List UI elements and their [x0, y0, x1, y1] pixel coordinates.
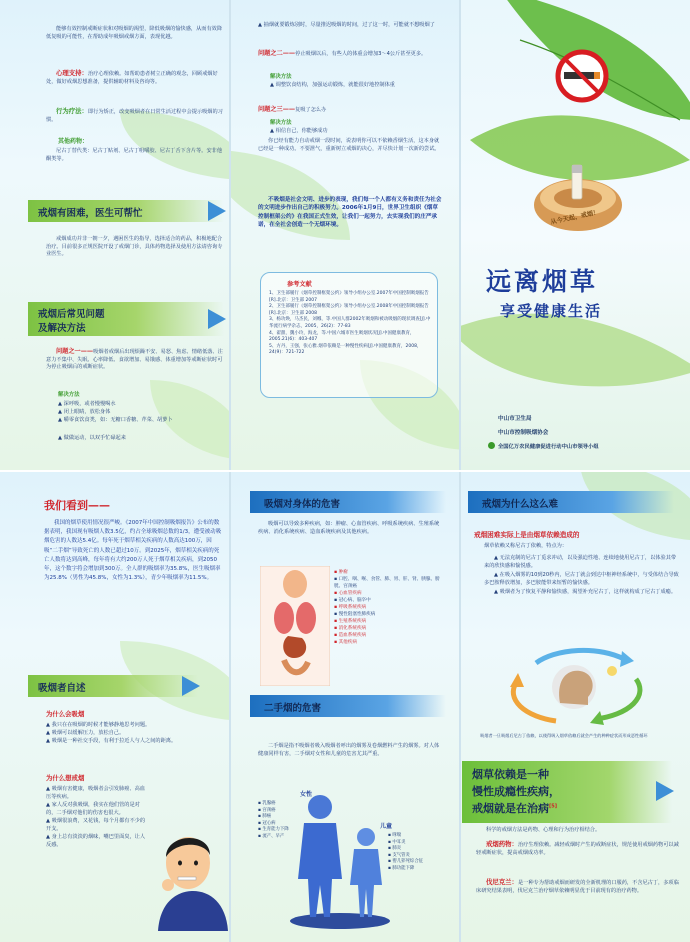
why-quit-list: [46, 785, 146, 849]
list-item: ▲ 做做运动，以双手忙碌起来: [58, 435, 126, 441]
quit-drugs: 戒烟药物：治疗生理依赖。减轻戒烟时产生的戒断症状，规范使用戒烟药物可以减轻戒断症状，提高戒烟成功率。: [476, 840, 679, 856]
disease-list: [334, 569, 446, 646]
problem-one: 问题之一——吸烟者戒烟后出现烦躁不安、易怒、焦虑、情绪低落、注意力不集中、失眠、心率降低、食欲增加、易饿感、体重增加等戒断症状时可为停止吸烟后的戒断症状。: [46, 348, 223, 371]
list-item: ▪ 乳腺癌: [258, 801, 276, 806]
list-item: ▲ 吸烟有害健康，吸烟者会引发肺癌、高血压等疾病。: [46, 786, 146, 800]
list-item: ▲ 吸烟者为了恢复平静和愉快感，渴望补充尼古丁，这样就构成了尼古丁成瘾。: [494, 589, 677, 596]
list-item: ▪ 支气管炎: [388, 852, 410, 858]
quit-today-sign: 从今天起，戒烟！: [550, 208, 600, 227]
cover-subtitle: 享受健康生活: [500, 302, 603, 320]
no-smoking-sign: [558, 52, 606, 100]
list-item: ▲ 深呼吸，或者慢慢喝水: [58, 401, 116, 407]
body-harm-text: 吸烟可以导致多种疾病，如：肿瘤、心血管疾病、呼吸系统疾病、生殖系统疾病、消化系统疾病、造血系统疾病及其他疾病。: [258, 521, 440, 535]
list-item: ▪ 肿瘤: [334, 570, 348, 575]
list-item: ▲ 吸烟可以缓解压力，放松自己。: [46, 730, 125, 736]
intro-text: 能够有效控制戒断症状和对吸烟的渴望，降低吸烟的愉快感，从而有效降低复吸的可能性，在帮助成年吸烟戒烟方面，表现优越。: [46, 26, 223, 40]
we-see-heading: 我们看到——: [44, 499, 110, 512]
banner-dependence-disease: 烟草依赖是一种 慢性成瘾性疾病， 戒烟就是在治病[5]: [462, 761, 672, 823]
list-item: ▲ 嚼零食饮食类，如：无糖口香糖、芹菜、胡萝卜: [58, 417, 173, 423]
solution-heading: 解决方法: [58, 392, 80, 398]
list-item: 3、杨功焕，马杰民，刘娜，等.中国人群2002年吸烟和被动吸烟的现状调查[J].中华流行病学杂志，2005，26(2)：77-83: [269, 317, 431, 329]
list-item: ▲ 吸烟是一种社交手段，有利于拉近人与人之间的距离。: [46, 738, 177, 744]
smoker-cartoon: [148, 821, 228, 931]
list-item: ▪ 消化系统疾病: [334, 626, 367, 631]
list-item: ▪ 慢性阻塞性肺疾病: [334, 612, 376, 617]
list-item: ▲ 在吸入烟雾的10到20秒内，尼古丁就会到达中枢神经系统中，与受体结合导致多巴胺释放增加，多巴胺能带来短暂的愉快感。: [484, 572, 679, 586]
banner-doctor-help: 戒烟有困难，医生可帮忙: [28, 200, 224, 222]
panel-cover: [460, 0, 690, 471]
women-harm-list: [258, 801, 318, 841]
list-item: ▲ 身上总有淡淡的烟味，嘴巴里面臭，让人反感。: [46, 834, 146, 848]
list-item: ▪ 生育能力下降: [258, 827, 289, 833]
list-item: ▪ 冠心病: [258, 820, 276, 826]
panel-top-middle: [230, 0, 460, 471]
list-item: ▲ 我只在在吸烟的时候才能够静地思考问题。: [46, 722, 151, 728]
doctor-help-text: 戒烟成功并非一朝一夕，遇困医生的指导，选择适合的药品，积极地配合治疗。目前很多正规医院开设了戒烟门诊，具体药物选择及使用方法请咨询专业医生。: [46, 236, 223, 258]
arrow-right-icon: [208, 201, 226, 221]
banner-body-harm: 吸烟对身体的危害: [250, 491, 446, 513]
list-item: ▪ 心血管疾病: [334, 591, 362, 596]
panel-bottom-middle: [230, 471, 460, 942]
secondhand-text: 二手烟是指不吸烟者吸入吸烟者呼出的烟雾及卷烟燃料产生的烟雾。对人体健康同样有害，二手烟对女性和儿童的危害尤其严重。: [258, 743, 440, 757]
scientific-method: 科学的戒烟方法是药物、心理和行为治疗相结合。: [486, 827, 601, 833]
civilization-statement: 不吸烟是社会文明、进步的表现，我们每一个人都有义务和责任为社会的文明进步作出自己的积极努力。2006年1月9日，世界卫生组织《烟草控制框架公约》在我国正式生效，让我们一起努力，去实现我们的庄严承诺，在全社会创造一个无烟环境。: [258, 197, 442, 229]
references-title: 参考文献: [287, 281, 312, 288]
postpone-tip: ▲ 抽烟就要锻炼别时，尽量推迟吸烟的时间，过了这一时，可能就不想吸烟了: [258, 22, 435, 28]
list-item: ▪ 冠心病、脑卒中: [334, 598, 371, 603]
other-drugs-text: 尼古丁替代类：尼古丁贴剂、尼古丁咀嚼胶、尼古丁舌下含片等。安非他酮类等。: [46, 148, 223, 162]
problem-two: 问题之二——停止吸烟以后，有些人的体重会增加3～4公斤甚至更多。: [258, 50, 427, 57]
list-item: 5、方丹，王强，张心雅.烟草依赖是一种慢性疾病[J].中国健康教育，2008，24(9)：721-722: [269, 343, 422, 356]
why-smoke-heading: 为什么会吸烟: [46, 710, 85, 718]
list-item: ▪ 肺癌: [258, 814, 272, 820]
list-item: ▪ 肺功能下降: [388, 865, 415, 871]
list-item: ▪ 呼吸系统疾病: [334, 605, 367, 610]
org-logo-icon: [488, 442, 495, 449]
women-label: 女性: [300, 791, 313, 798]
list-item: ▪ 生殖系统疾病: [334, 619, 367, 624]
list-item: ▪ 其他疾病: [334, 640, 357, 645]
list-item: ▪ 哮喘: [388, 833, 402, 838]
behavior-therapy: 行为疗法：即行为矫正，改变吸烟者在日常生活过程中会提示吸烟的习惯。: [46, 107, 223, 123]
list-item: ▪ 流产、早产: [258, 833, 285, 839]
why-smoke-list: [46, 721, 224, 745]
arrow-right-icon: [182, 676, 200, 696]
statistics-text: 我国的烟草使用情况很严峻。《2007年中国控制吸烟报告》公布的数据表明，我国现有吸烟人数3.5亿，约占全球吸烟总数的1/3，遭受被动吸烟危害的人数达5.4亿。每年死于烟草相关疾病的人数高达100万，因吸“二手烟”导致死亡的人数已超过10万。到2025年，烟草相关疾病的死亡人数将达到高峰，每年将有大约200万人死于烟草相关疾病，到2050年，这个数字将会增加到300万。全人群的吸烟率为35.8%，医生吸烟率为25.8%（男性为45.8%，女性为1.3%），青少年吸烟率为11.5%。: [44, 520, 222, 582]
panel-top-left: [0, 0, 230, 471]
cover-title: 远离烟草: [486, 267, 599, 296]
psych-heading: 心理支持：: [56, 69, 88, 77]
arrow-right-icon: [208, 309, 226, 329]
solution-three-a: ▲ 相信自己，你能够成功: [270, 128, 328, 134]
why-quit-heading: 为什么想戒烟: [46, 774, 85, 782]
dependence-heading: 戒烟困难实际上是由烟草依赖造成的: [474, 531, 580, 539]
cycle-caption: 吸烟者一旦吸烟后尼古丁依赖，以使得吸入烟草依赖后就会产生的种种症状而形成恶性循环: [480, 733, 648, 738]
arrow-right-icon: [656, 781, 674, 801]
addiction-cycle-diagram: [496, 643, 656, 729]
organ-diagram: [260, 566, 330, 686]
psych-support: 心理支持：治疗心理依赖。如帮助患者树立正确的观念，回顾戒烟好处，做好戒烟思想准备，提供辅助材料及咨询等。: [46, 69, 218, 85]
children-harm-list: [388, 833, 454, 873]
solution-list: [58, 400, 224, 442]
list-item: ▪ 中耳炎: [388, 839, 406, 845]
list-item: 4、翟甜，魏小玲，海龙，等.中国六城市医生吸烟状况[J].中国健康教育，2005.21(6)：403-407: [269, 330, 415, 343]
list-item: ▪ 宫颈癌: [258, 807, 276, 813]
list-item: 1、卫生部履行《烟草控制框架公约》领导小组办公室.2007年中国控制吸烟报告[R].北京：卫生部 2007: [269, 291, 429, 303]
dependence-points: [484, 555, 680, 599]
banner-post-quit: 戒烟后常见问题 及解决方法: [28, 302, 224, 336]
list-item: ▪ 造血系统疾病: [334, 633, 367, 638]
banner-why-hard: 戒烟为什么这么难: [468, 491, 674, 513]
org-farmers-health: 全国亿万农民健康促进行动中山市领导小组: [498, 444, 599, 450]
varenicline: 伐尼克兰：是一种专为帮助戒烟而研发的全新机理的口服药，不含尼古丁，多项临床研究结果表明，伐尼克兰治疗烟草依赖明显优于目前现有的治疗药物。: [476, 878, 679, 894]
list-item: ▪ 肺炎: [388, 846, 402, 852]
list-item: ▪ 婴儿猝死综合征: [388, 859, 424, 865]
behavior-heading: 行为疗法：: [56, 107, 88, 115]
org-tobacco-control: 中山市控制吸烟协会: [498, 430, 549, 436]
references-list: [269, 291, 431, 357]
children-label: 儿童: [380, 823, 393, 830]
panel-bottom-right: [460, 471, 690, 942]
cover-illustration: [460, 0, 690, 471]
banner-secondhand-smoke: 二手烟的危害: [250, 695, 446, 717]
list-item: ▲ 吸烟很浪费，又花钱，每个月都有不少的开支。: [46, 818, 146, 832]
references-box: [260, 272, 438, 398]
solution-two: ▲ 调整饮食结构，加强运动锻炼，就能很好地控制体重: [270, 82, 395, 88]
list-item: ▪ 口腔、咽、喉、食管、肺、胃、肝、肾、胰腺、膀胱、宫颈癌: [334, 577, 440, 589]
banner-smoker-stories: 吸烟者自述: [28, 675, 198, 697]
other-drugs-heading: 其他药物：: [58, 138, 89, 145]
panel-bottom-left: [0, 471, 230, 942]
problem-three: 问题之三——复吸了怎么办: [258, 106, 327, 113]
dependence-intro: 烟草依赖又称尼古丁依赖，特点为：: [484, 543, 568, 549]
org-health-bureau: 中山市卫生局: [498, 416, 532, 422]
solution-heading: 解决方法: [270, 74, 292, 80]
list-item: 2、卫生部履行《烟草控制框架公约》领导小组办公室.2008年中国控制吸烟报告[R].北京：卫生部 2008: [269, 304, 429, 316]
fold-line-horizontal: [0, 470, 690, 472]
list-item: ▲ 家人反对我吸烟，我实在他们管的是对的，二手烟对他们的伤害也很大。: [46, 802, 140, 816]
solution-heading: 解决方法: [270, 120, 292, 126]
list-item: ▲ 闭上眼睛，放松身体: [58, 409, 111, 415]
solution-three-b: 你已经有能力自动戒烟一段时间，说表明你可以不依赖香烟生活，这本身就已经是一种成功。不要泄气，重新树立戒烟的决心，并尽快计划一次新的尝试。: [258, 138, 440, 152]
list-item: ▲ 无法克制的尼古丁觅求冲动，以及强迫性地、连续地使用尼古丁，以体验其带来的欣快感和愉悦感。: [484, 555, 677, 569]
